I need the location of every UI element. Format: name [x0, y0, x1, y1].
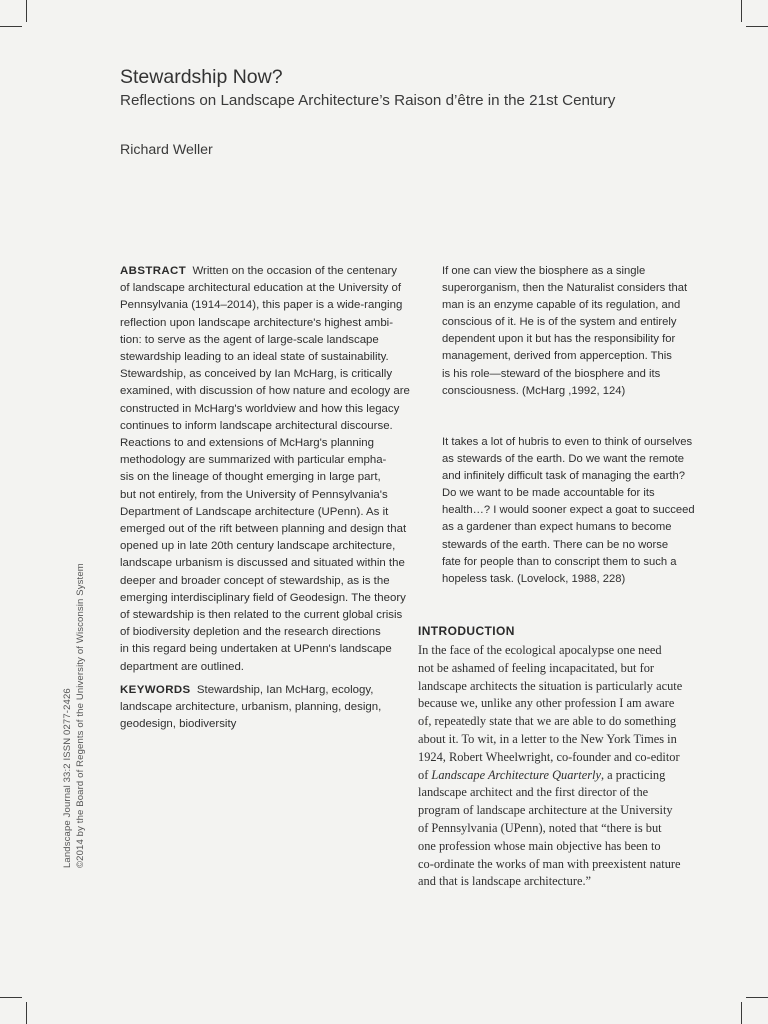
quote-line: hopeless task. (Lovelock, 1988, 228): [442, 572, 626, 585]
journal-title: Landscape Architecture Quarterly: [431, 767, 601, 782]
body-line: 1924, Robert Wheelwright, co-founder and co-editor: [418, 749, 680, 764]
abstract-line: of biodiversity depletion and the research directions: [120, 626, 381, 639]
abstract-line: Department of Landscape architecture (UPenn). As it: [120, 505, 389, 518]
abstract-section: [120, 263, 410, 676]
abstract-line: of landscape architectural education at the University of: [120, 282, 402, 295]
article-title: Stewardship Now?: [120, 66, 283, 88]
body-line: because we, unlike any other profession I am aware: [418, 696, 675, 711]
journal-sidebar: [62, 563, 87, 868]
body-line: not be ashamed of feeling incapacitated, but for: [418, 660, 655, 675]
body-line: of, repeatedly state that we are able to do something: [418, 714, 677, 729]
quote-line: It takes a lot of hubris to even to think of ourselves: [442, 436, 693, 448]
quote-line: If one can view the biosphere as a single: [442, 265, 646, 277]
quote-line: dependent upon it but has the responsibility for: [442, 333, 676, 346]
quote-line: as a gardener than expect humans to become: [442, 521, 672, 534]
quote-line: superorganism, then the Naturalist considers that: [442, 282, 688, 295]
abstract-line: opened up in late 20th century landscape architecture,: [120, 540, 396, 553]
abstract-line: Pennsylvania (1914–2014), this paper is a wide-ranging: [120, 299, 403, 312]
journal-issue-line: Landscape Journal 33:2 ISSN 0277-2426: [62, 688, 73, 868]
keywords-heading: KEYWORDS: [120, 684, 191, 696]
body-line: [418, 767, 728, 785]
copyright-line: ©2014 by the Board of Regents of the University of Wisconsin System: [74, 563, 86, 868]
article-author: Richard Weller: [120, 142, 213, 158]
quote-line: as stewards of the earth. Do we want the remote: [442, 453, 684, 466]
abstract-line: Written on the occasion of the centenary: [192, 265, 397, 277]
crop-mark: [0, 997, 22, 998]
body-line: of Pennsylvania (UPenn), noted that “there is but: [418, 820, 662, 835]
abstract-line: emerging interdisciplinary field of Geodesign. The theory: [120, 591, 406, 604]
crop-mark: [26, 0, 27, 22]
body-text: of: [418, 767, 432, 782]
keywords-section: [120, 682, 406, 734]
keywords-line: landscape architecture, urbanism, planning, design,: [120, 701, 382, 714]
quote-line: conscious of it. He is of the system and entirely: [442, 316, 677, 329]
abstract-line: continues to inform landscape architectural discourse.: [120, 419, 393, 432]
quote-line: health…? I would sooner expect a goat to succeed: [442, 504, 695, 517]
crop-mark: [741, 0, 742, 22]
crop-mark: [746, 997, 768, 998]
quote-line: is his role—steward of the biosphere and its: [442, 367, 661, 380]
keywords-line: Stewardship, Ian McHarg, ecology,: [196, 684, 374, 696]
quote-line: and infinitely difficult task of managing the earth?: [442, 470, 686, 483]
epigraph-lovelock: [442, 434, 732, 588]
abstract-line: constructed in McHarg's worldview and how this legacy: [120, 402, 400, 415]
body-line: program of landscape architecture at the University: [418, 803, 673, 818]
body-line: In the face of the ecological apocalypse one need: [418, 643, 662, 657]
quote-line: consciousness. (McHarg ,1992, 124): [442, 384, 626, 397]
abstract-line: of stewardship is then related to the current global crisis: [120, 609, 403, 622]
abstract-line: emerged out of the rift between planning and design that: [120, 523, 407, 536]
abstract-heading: ABSTRACT: [120, 265, 187, 277]
abstract-line: sis on the lineage of thought emerging in large part,: [120, 471, 381, 484]
abstract-line: reflection upon landscape architecture's highest ambi-: [120, 316, 394, 329]
abstract-line: landscape urbanism is discussed and situated within the: [120, 557, 405, 570]
body-line: one profession whose main objective has been to: [418, 838, 661, 853]
introduction-body: [418, 642, 728, 891]
crop-mark: [26, 1002, 27, 1024]
body-line: co-ordinate the works of man with preexistent nature: [418, 856, 681, 871]
quote-line: Do we want to be made accountable for its: [442, 487, 655, 500]
body-line: about it. To wit, in a letter to the New York Times in: [418, 731, 677, 746]
crop-mark: [741, 1002, 742, 1024]
quote-line: stewards of the earth. There can be no worse: [442, 538, 669, 551]
abstract-line: examined, with discussion of how nature and ecology are: [120, 385, 410, 398]
body-text: , a practicing: [600, 767, 666, 782]
abstract-line: in this regard being undertaken at UPenn's landscape: [120, 643, 392, 656]
abstract-line: Stewardship, as conceived by Ian McHarg, is critically: [120, 368, 393, 381]
introduction-heading: INTRODUCTION: [418, 624, 515, 638]
article-subtitle: Reflections on Landscape Architecture’s Raison d’être in the 21st Century: [120, 92, 616, 109]
quote-line: man is an enzyme capable of its regulation, and: [442, 299, 681, 312]
abstract-line: stewardship leading to an ideal state of sustainability.: [120, 351, 389, 364]
abstract-line: methodology are summarized with particular empha-: [120, 454, 387, 467]
crop-mark: [0, 26, 22, 27]
quote-line: management, derived from apperception. This: [442, 350, 672, 363]
body-line: landscape architect and the first director of the: [418, 785, 649, 800]
abstract-line: but not entirely, from the University of Pennsylvania's: [120, 488, 388, 501]
abstract-line: Reactions to and extensions of McHarg's planning: [120, 437, 374, 450]
abstract-line: department are outlined.: [120, 660, 244, 673]
body-line: landscape architects the situation is particularly acute: [418, 678, 683, 693]
body-line: and that is landscape architecture.”: [418, 874, 592, 889]
epigraph-mcharg: [442, 263, 732, 400]
quote-line: fate for people than to conscript them to such a: [442, 555, 677, 568]
abstract-line: tion: to serve as the agent of large-scale landscape: [120, 333, 379, 346]
crop-mark: [746, 26, 768, 27]
abstract-line: deeper and broader concept of stewardship, as is the: [120, 574, 390, 587]
keywords-line: geodesign, biodiversity: [120, 718, 237, 731]
